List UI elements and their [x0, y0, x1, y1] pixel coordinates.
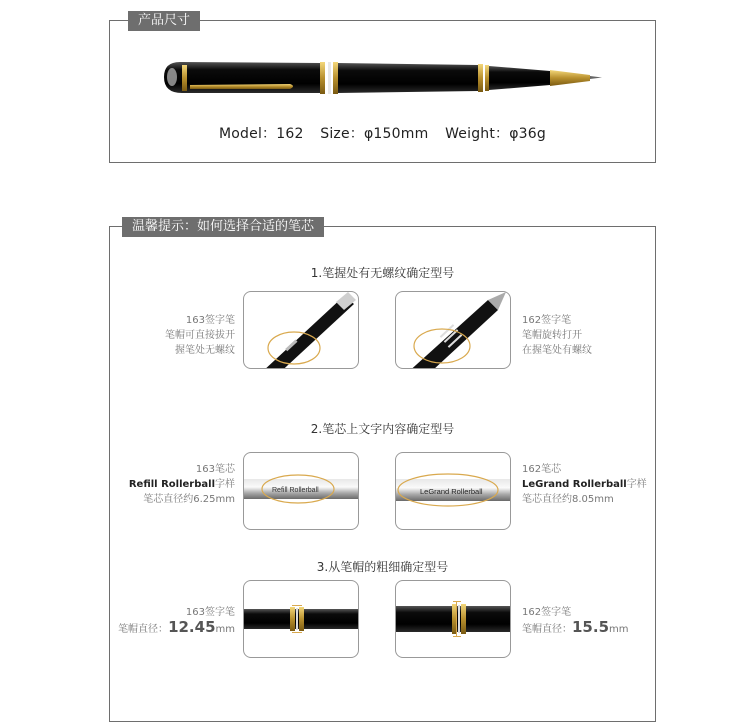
step2-right-image: [395, 452, 511, 530]
step2-title: 2.笔芯上文字内容确定型号: [310, 422, 455, 436]
step3-left-desc: 163签字笔 笔帽直径：12.45mm: [118, 607, 235, 636]
step1-right-image: [395, 291, 511, 369]
weight-text: Weight：φ36g: [445, 126, 546, 142]
step1-right-desc: 162签字笔 笔帽旋转打开 在握笔处有螺纹: [522, 315, 592, 356]
step1-left-image: [243, 291, 359, 369]
step3-left-image: [243, 580, 359, 658]
refill-tips-tab: 温馨提示：如何选择合适的笔芯: [122, 217, 324, 237]
step1-title: 1.笔握处有无螺纹确定型号: [310, 266, 455, 280]
step2-left-desc: 163笔芯 Refill Rollerball字样 笔芯直径约6.25mm: [128, 464, 235, 505]
spec-line: [110, 123, 655, 143]
size-text: Size：φ150mm: [320, 126, 429, 142]
refill-print-text: Refill Rollerball: [272, 487, 319, 494]
pen-image: [160, 55, 605, 100]
legrand-print-text: LeGrand Rollerball: [420, 487, 483, 496]
step3-right-desc: 162签字笔 笔帽直径：15.5mm: [522, 607, 629, 636]
model-text: Model：162: [219, 126, 304, 142]
step3-title: 3.从笔帽的粗细确定型号: [316, 560, 449, 574]
step2-left-image: [243, 452, 359, 530]
product-size-tab: 产品尺寸: [128, 11, 200, 31]
step2-right-desc: 162笔芯 LeGrand Rollerball字样 笔芯直径约8.05mm: [522, 464, 647, 505]
step1-left-desc: 163签字笔 笔帽可直接拔开 握笔处无螺纹: [165, 315, 235, 356]
step3-right-image: [395, 580, 511, 658]
